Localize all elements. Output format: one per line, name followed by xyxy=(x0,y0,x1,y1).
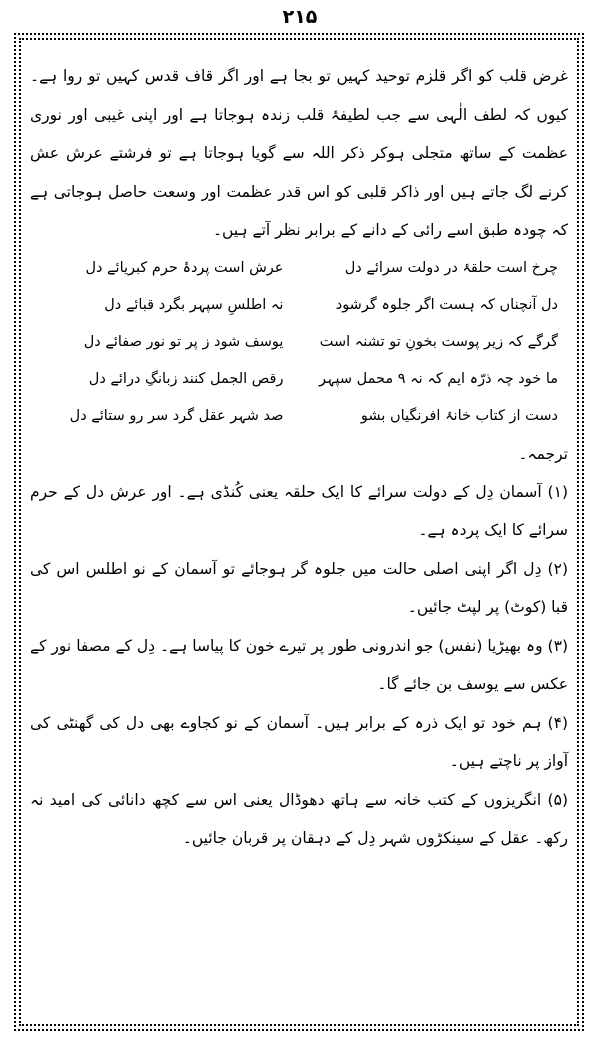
verse-half-right: ما خود چہ ذرّہ ایم کہ نہ ۹ محمل سپہر xyxy=(319,370,558,387)
translation-paragraph: (۴) ہم خود تو ایک ذرہ کے برابر ہیں۔ آسمان کے نو کجاوے بھی دل کی گھنٹی کی آواز پر ناچتے ہیں۔ xyxy=(30,713,568,770)
intro-paragraph: غرض قلب کو اگر قلزم توحید کہیں تو بجا ہے اور اگر قاف قدس کہیں تو روا ہے۔ کیوں کہ لطف الٰہی سے جب لطیفۂ قلب زندہ ہوجاتا ہے اور اپنی غیبی اور نوری عظمت کے ساتھ متجلی ہوکر ذکر اللہ سے گویا ہوجاتا ہے تو فرشتے عرش عش کرنے لگ جاتے ہیں اور ذاکر قلبی کو اس قدر عظمت اور وسعت حاصل ہوجاتی ہے کہ چودہ طبق اسے رائی کے دانے کے برابر نظر آتے ہیں۔ xyxy=(30,67,568,239)
page-border xyxy=(14,33,584,1031)
verse-half-left: رقص الجمل کنند زبانگِ درائے دل xyxy=(88,370,284,387)
verse-line xyxy=(30,287,568,324)
verse-half-right: دست از کتاب خانۂ افرنگیاں بشو xyxy=(360,407,558,424)
verse-half-right: گرگے کہ زیر پوست بخونِ تو تشنہ است xyxy=(319,333,558,350)
translation-heading: ترجمہ۔ xyxy=(518,444,568,463)
verse-half-left: عرش است پردۂ حرم کبریائے دل xyxy=(85,259,284,276)
persian-verses xyxy=(30,250,568,435)
verse-line xyxy=(30,250,568,287)
translation-paragraph: (۵) انگریزوں کے کتب خانہ سے ہاتھ دھوڈال یعنی اس سے کچھ دانائی کی امید نہ رکھ۔ عقل کے سینکڑوں شہر دِل کے دہقان پر قربان جائیں۔ xyxy=(30,790,568,847)
verse-half-left: یوسف شود ز پر تو نور صفائے دل xyxy=(83,333,284,350)
verse-half-right: دل آنچناں کہ ہست اگر جلوہ گرشود xyxy=(335,296,558,313)
verse-half-left: صد شہر عقل گرد سر رو ستائے دل xyxy=(69,407,284,424)
verse-half-right: چرخ است حلقۂ در دولت سرائے دل xyxy=(344,259,558,276)
page-content xyxy=(30,57,568,858)
translation-paragraph: (۳) وہ بھیڑیا (نفس) جو اندرونی طور پر تیرے خون کا پیاسا ہے۔ دِل کے مصفا نور کے عکس سے یوسف بن جائے گا۔ xyxy=(30,636,568,693)
verse-line xyxy=(30,361,568,398)
verse-line xyxy=(30,324,568,361)
verse-half-left: نہ اطلسِ سپہر بگرد قبائے دل xyxy=(104,296,284,313)
page-number: ۲۱۵ xyxy=(282,6,318,28)
verse-line xyxy=(30,398,568,435)
translation-paragraph: (۱) آسمان دِل کے دولت سرائے کا ایک حلقہ یعنی کُنڈی ہے۔ اور عرش دل کے حرم سرائے کا ایک پردہ ہے۔ xyxy=(30,482,568,539)
translation-paragraph: (۲) دِل اگر اپنی اصلی حالت میں جلوہ گر ہوجائے تو آسمان کے نو اطلس اس کی قبا (کوٹ) پر لپٹ جائیں۔ xyxy=(30,559,568,616)
